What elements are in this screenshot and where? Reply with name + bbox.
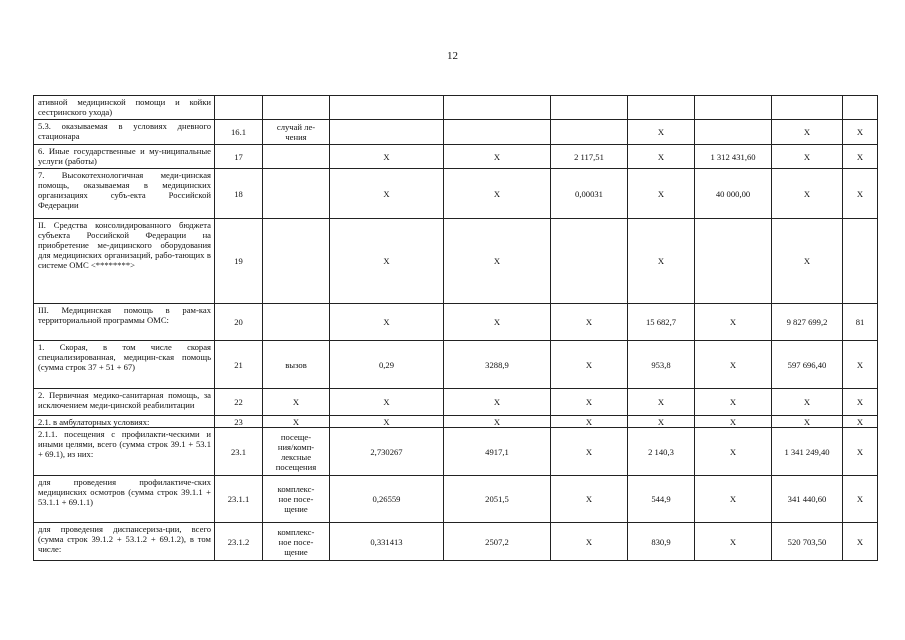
table-row (34, 416, 878, 428)
row-number-cell: 19 (215, 219, 263, 304)
col-5-cell: X (444, 304, 551, 341)
col-9-cell: 597 696,40 (772, 341, 843, 389)
col-4-cell: 0,26559 (330, 476, 444, 523)
col-9-cell: X (772, 389, 843, 416)
col-9-cell: X (772, 120, 843, 145)
col-6-cell: X (551, 428, 628, 476)
col-6-cell: 2 117,51 (551, 145, 628, 169)
col-9-cell: X (772, 169, 843, 219)
unit-cell: вызов (263, 341, 330, 389)
row-number-cell (215, 96, 263, 120)
col-10-cell: X (843, 145, 878, 169)
row-number-cell: 22 (215, 389, 263, 416)
row-name-cell: 2. Первичная медико-санитарная помощь, за исключением меди-цинской реабилитации (34, 389, 215, 416)
col-6-cell: X (551, 304, 628, 341)
col-5-cell: X (444, 145, 551, 169)
col-4-cell (330, 96, 444, 120)
col-8-cell (695, 96, 772, 120)
table-row (34, 476, 878, 523)
col-6-cell: X (551, 523, 628, 561)
col-4-cell: 0,331413 (330, 523, 444, 561)
col-6-cell: X (551, 416, 628, 428)
col-7-cell (628, 96, 695, 120)
row-name-cell: 5.3. оказываемая в условиях дневного стационара (34, 120, 215, 145)
unit-cell (263, 169, 330, 219)
col-4-cell: X (330, 304, 444, 341)
col-8-cell: X (695, 523, 772, 561)
table-row (34, 523, 878, 561)
col-6-cell (551, 219, 628, 304)
col-4-cell: 2,730267 (330, 428, 444, 476)
row-number-cell: 18 (215, 169, 263, 219)
table-row (34, 219, 878, 304)
unit-cell (263, 304, 330, 341)
row-number-cell: 16.1 (215, 120, 263, 145)
row-number-cell: 23.1 (215, 428, 263, 476)
col-9-cell: 520 703,50 (772, 523, 843, 561)
col-6-cell (551, 120, 628, 145)
row-number-cell: 23.1.2 (215, 523, 263, 561)
col-4-cell: X (330, 169, 444, 219)
col-5-cell (444, 96, 551, 120)
budget-table (33, 95, 878, 561)
col-8-cell: 1 312 431,60 (695, 145, 772, 169)
col-4-cell: X (330, 219, 444, 304)
col-4-cell: X (330, 416, 444, 428)
row-name-cell: для проведения диспансериза-ции, всего (сумма строк 39.1.2 + 53.1.2 + 69.1.2), в том числе: (34, 523, 215, 561)
row-name-cell: 1. Скорая, в том числе скорая специализированная, медицин-ская помощь (сумма строк 37 + 51 + 67) (34, 341, 215, 389)
table-row (34, 389, 878, 416)
table-row (34, 145, 878, 169)
unit-cell: комплекс- ное посе- щение (263, 523, 330, 561)
unit-cell: случай ле- чения (263, 120, 330, 145)
unit-cell (263, 145, 330, 169)
col-9-cell (772, 96, 843, 120)
col-10-cell: X (843, 341, 878, 389)
table-row (34, 304, 878, 341)
col-9-cell: 1 341 249,40 (772, 428, 843, 476)
col-6-cell: X (551, 341, 628, 389)
col-5-cell (444, 120, 551, 145)
unit-cell (263, 96, 330, 120)
col-9-cell: X (772, 145, 843, 169)
col-7-cell: 2 140,3 (628, 428, 695, 476)
col-7-cell: X (628, 145, 695, 169)
col-4-cell: 0,29 (330, 341, 444, 389)
row-name-cell: 7. Высокотехнологичная меди-цинская помощь, оказываемая в медицинских организациях субъ-екта Российской Федерации (34, 169, 215, 219)
col-7-cell: X (628, 219, 695, 304)
col-10-cell: X (843, 169, 878, 219)
col-6-cell: X (551, 476, 628, 523)
col-5-cell: X (444, 169, 551, 219)
unit-cell: посеще- ния/комп- лексные посещения (263, 428, 330, 476)
col-5-cell: 2507,2 (444, 523, 551, 561)
col-5-cell: X (444, 219, 551, 304)
col-4-cell: X (330, 145, 444, 169)
col-7-cell: 15 682,7 (628, 304, 695, 341)
col-8-cell (695, 219, 772, 304)
col-5-cell: 4917,1 (444, 428, 551, 476)
col-7-cell: X (628, 416, 695, 428)
row-name-cell: II. Средства консолидированного бюджета субъекта Российской Федерации на приобретение ме-дицинского оборудования для медицинских организаций, рабо-тающих в системе ОМС <********> (34, 219, 215, 304)
table-row (34, 341, 878, 389)
col-4-cell (330, 120, 444, 145)
col-8-cell: 40 000,00 (695, 169, 772, 219)
row-name-cell: 6. Иные государственные и му-ниципальные услуги (работы) (34, 145, 215, 169)
col-6-cell (551, 96, 628, 120)
table-row (34, 96, 878, 120)
row-name-cell: 2.1.1. посещения с профилакти-ческими и иными целями, всего (сумма строк 39.1 + 53.1 + 69.1), из них: (34, 428, 215, 476)
col-10-cell (843, 96, 878, 120)
col-9-cell: 341 440,60 (772, 476, 843, 523)
row-number-cell: 20 (215, 304, 263, 341)
table-row (34, 120, 878, 145)
col-9-cell: 9 827 699,2 (772, 304, 843, 341)
row-number-cell: 17 (215, 145, 263, 169)
col-5-cell: 3288,9 (444, 341, 551, 389)
col-8-cell: X (695, 389, 772, 416)
row-number-cell: 21 (215, 341, 263, 389)
col-7-cell: 830,9 (628, 523, 695, 561)
col-7-cell: X (628, 389, 695, 416)
col-9-cell: X (772, 219, 843, 304)
col-8-cell: X (695, 428, 772, 476)
unit-cell: X (263, 416, 330, 428)
col-10-cell: X (843, 389, 878, 416)
unit-cell (263, 219, 330, 304)
col-10-cell (843, 219, 878, 304)
page-number: 12 (447, 50, 458, 62)
row-number-cell: 23.1.1 (215, 476, 263, 523)
col-10-cell: X (843, 120, 878, 145)
unit-cell: комплекс- ное посе- щение (263, 476, 330, 523)
col-7-cell: 953,8 (628, 341, 695, 389)
col-5-cell: X (444, 416, 551, 428)
row-name-cell: 2.1. в амбулаторных условиях: (34, 416, 215, 428)
col-5-cell: 2051,5 (444, 476, 551, 523)
col-8-cell: X (695, 304, 772, 341)
col-7-cell: X (628, 169, 695, 219)
col-8-cell: X (695, 416, 772, 428)
row-name-cell: для проведения профилактиче-ских медицинских осмотров (сумма строк 39.1.1 + 53.1.1 + 69.1.1) (34, 476, 215, 523)
col-6-cell: X (551, 389, 628, 416)
col-10-cell: 81 (843, 304, 878, 341)
row-name-cell: III. Медицинская помощь в рам-ках территориальной программы ОМС: (34, 304, 215, 341)
col-10-cell: X (843, 523, 878, 561)
col-7-cell: 544,9 (628, 476, 695, 523)
col-10-cell: X (843, 416, 878, 428)
row-number-cell: 23 (215, 416, 263, 428)
col-8-cell: X (695, 476, 772, 523)
col-10-cell: X (843, 428, 878, 476)
col-6-cell: 0,00031 (551, 169, 628, 219)
table-row (34, 169, 878, 219)
unit-cell: X (263, 389, 330, 416)
table-row (34, 428, 878, 476)
col-4-cell: X (330, 389, 444, 416)
row-name-cell: ативной медицинской помощи и койки сестринского ухода) (34, 96, 215, 120)
col-5-cell: X (444, 389, 551, 416)
col-7-cell: X (628, 120, 695, 145)
col-10-cell: X (843, 476, 878, 523)
col-9-cell: X (772, 416, 843, 428)
col-8-cell: X (695, 341, 772, 389)
col-8-cell (695, 120, 772, 145)
